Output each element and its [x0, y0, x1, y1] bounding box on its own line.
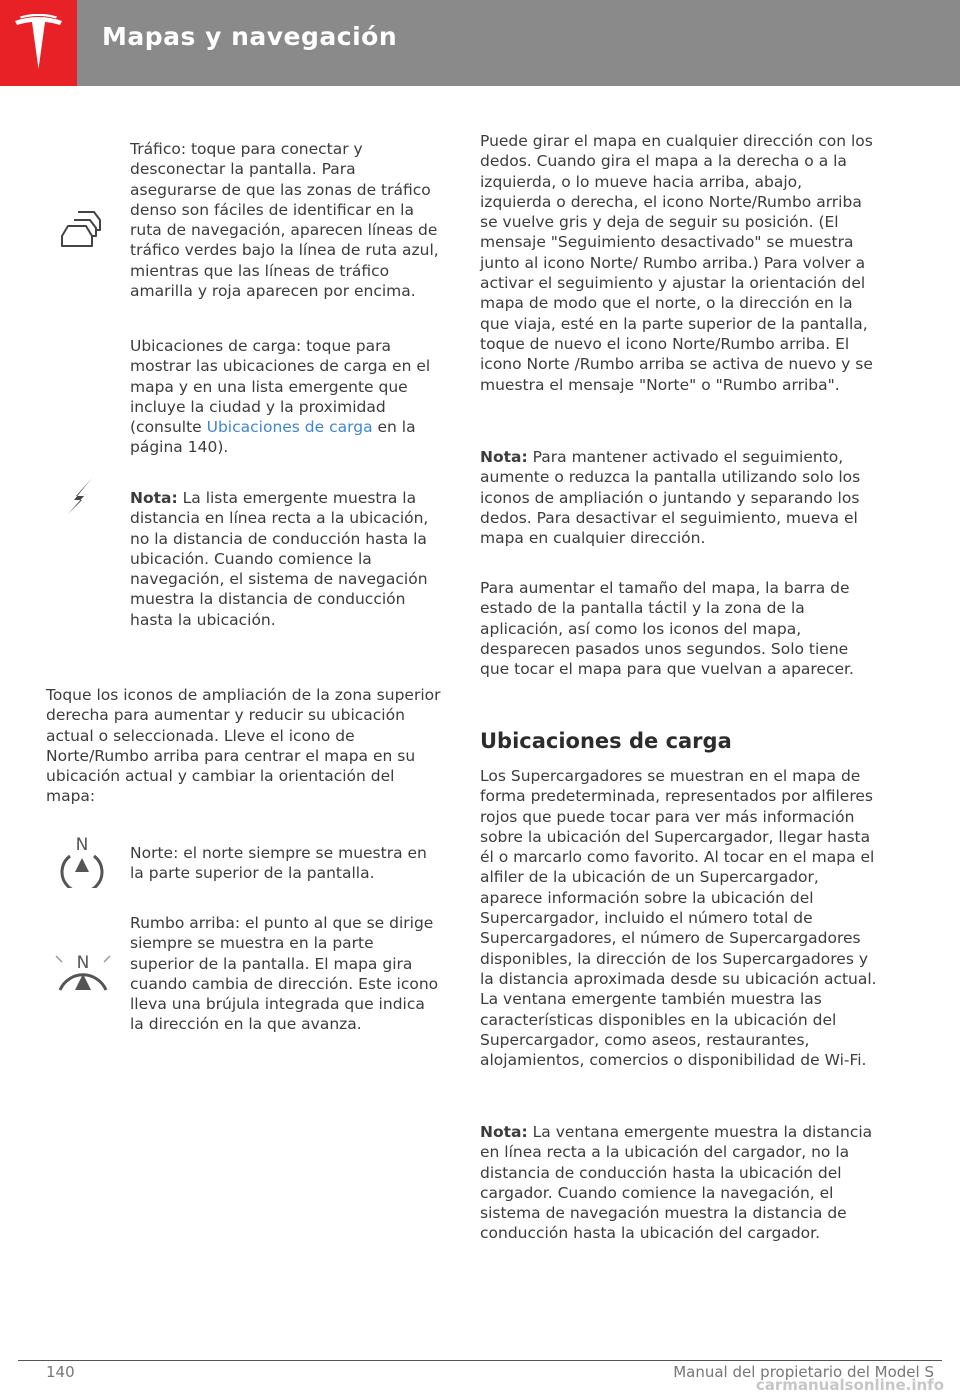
page-title: Mapas y navegación: [102, 22, 398, 51]
heading-description: Rumbo arriba: el punto al que se dirige siempre se muestra en la parte superior de la pantalla. El mapa gira cuando cambia de dirección. Este icono lleva una brújula integrada que indica la dirección en la que avanza.: [130, 914, 439, 1034]
note-text: La ventana emergente muestra la distancia en línea recta a la ubicación del cargador, no la distancia de conducción hasta la ubicación del cargador. Cuando comience la navegación, el sistema de navegación muestra la distancia de conducción hasta la ubicación del cargador.: [480, 1123, 873, 1243]
charging-bolt-icon: [62, 476, 100, 516]
heading-letter: N: [76, 953, 90, 973]
section-heading: Ubicaciones de carga: [480, 729, 732, 753]
north-up-icon: [56, 834, 108, 888]
charging-text-before: Ubicaciones de carga: toque para mostrar las ubicaciones de carga en el mapa y en una lista emergente que incluye la ciudad y la proximidad (consulte: [130, 337, 431, 437]
rotate-map-paragraph: Puede girar el mapa en cualquier dirección con los dedos. Cuando gira el mapa a la derecha o a la izquierda, o lo mueve hacia arriba, abajo, izquierda o derecha, el icono Norte/Rumbo arriba se vuelve gris y deja de seguir su posición. (El mensaje "Seguimiento desactivado" se muestra junto al icono Norte/ Rumbo arriba.) Para volver a activar el seguimiento y ajustar la orientación del mapa de modo que el norte, o la dirección en la que viaja, esté en la parte superior de la pantalla, toque de nuevo el icono Norte/Rumbo arriba. El icono Norte /Rumbo arriba se activa de nuevo y se muestra el mensaje "Norte" o "Rumbo arriba".: [480, 132, 873, 394]
heading-up-icon: [50, 952, 116, 996]
manual-title: Manual del propietario del Model S: [673, 1363, 934, 1381]
footer-divider: [18, 1360, 942, 1361]
charging-note: [130, 488, 440, 630]
traffic-description: Tráfico: toque para conectar y desconectar la pantalla. Para asegurarse de que las zonas de tráfico denso son fáciles de identificar en la ruta de navegación, aparecen líneas de tráfico verdes bajo la línea de ruta azul, mientras que las líneas de tráfico amarilla y roja aparecen por encima.: [130, 140, 439, 301]
charging-description: [130, 336, 440, 458]
charging-text-after: en la página 140).: [130, 418, 416, 457]
page-number: 140: [46, 1363, 75, 1381]
note-text: Para mantener activado el seguimiento, aumente o reduzca la pantalla utilizando solo los iconos de ampliación o juntando y separando los dedos. Para desactivar el seguimiento, mueva el mapa en cualquier dirección.: [480, 448, 861, 548]
note-label: Nota:: [480, 448, 528, 466]
brand-logo-box: [0, 0, 77, 86]
page-header: [0, 0, 960, 86]
charging-locations-link[interactable]: Ubicaciones de carga: [206, 418, 373, 437]
traffic-cars-icon: [58, 206, 104, 248]
zoom-paragraph: Toque los iconos de ampliación de la zona superior derecha para aumentar y reducir su ubicación actual o seleccionada. Lleve el icono de Norte/Rumbo arriba para centrar el mapa en su ubicación actual y cambiar la orientación del mapa:: [46, 686, 441, 806]
note-text: La lista emergente muestra la distancia en línea recta a la ubicación, no la distancia de conducción hasta la ubicación. Cuando comience la navegación, el sistema de navegación muestra la distancia de conducción hasta la ubicación.: [130, 489, 429, 629]
map-size-paragraph: Para aumentar el tamaño del mapa, la barra de estado de la pantalla táctil y la zona de la aplicación, así como los iconos del mapa, desparecen pasados unos segundos. Solo tiene que tocar el mapa para que vuelvan a aparecer.: [480, 579, 854, 679]
note-label: Nota:: [480, 1123, 528, 1141]
note-label: Nota:: [130, 489, 178, 507]
superchargers-paragraph: Los Supercargadores se muestran en el mapa de forma predeterminada, representados por alfileres rojos que puede tocar para ver más información sobre la ubicación del Supercargador, llegar hasta él o marcarlo como favorito. Al tocar en el mapa el alfiler de la ubicación de un Supercargador, aparece información sobre la ubicación del Supercargador, incluido el número total de Supercargadores, el número de Supercargadores disponibles, la dirección de los Supercargadores y la distancia aproximada desde su ubicación actual. La ventana emergente también muestra las características disponibles en la ubicación del Supercargador, como aseos, restaurantes, alojamientos, comercios o disponibilidad de Wi-Fi.: [480, 767, 877, 1070]
north-description: Norte: el norte siempre se muestra en la parte superior de la pantalla.: [130, 844, 427, 883]
watermark: carmanualsonline.info: [755, 1376, 944, 1394]
north-letter: N: [75, 835, 89, 855]
tesla-logo-icon: [12, 14, 65, 72]
charger-note: [480, 1122, 878, 1244]
tracking-note: [480, 447, 875, 548]
